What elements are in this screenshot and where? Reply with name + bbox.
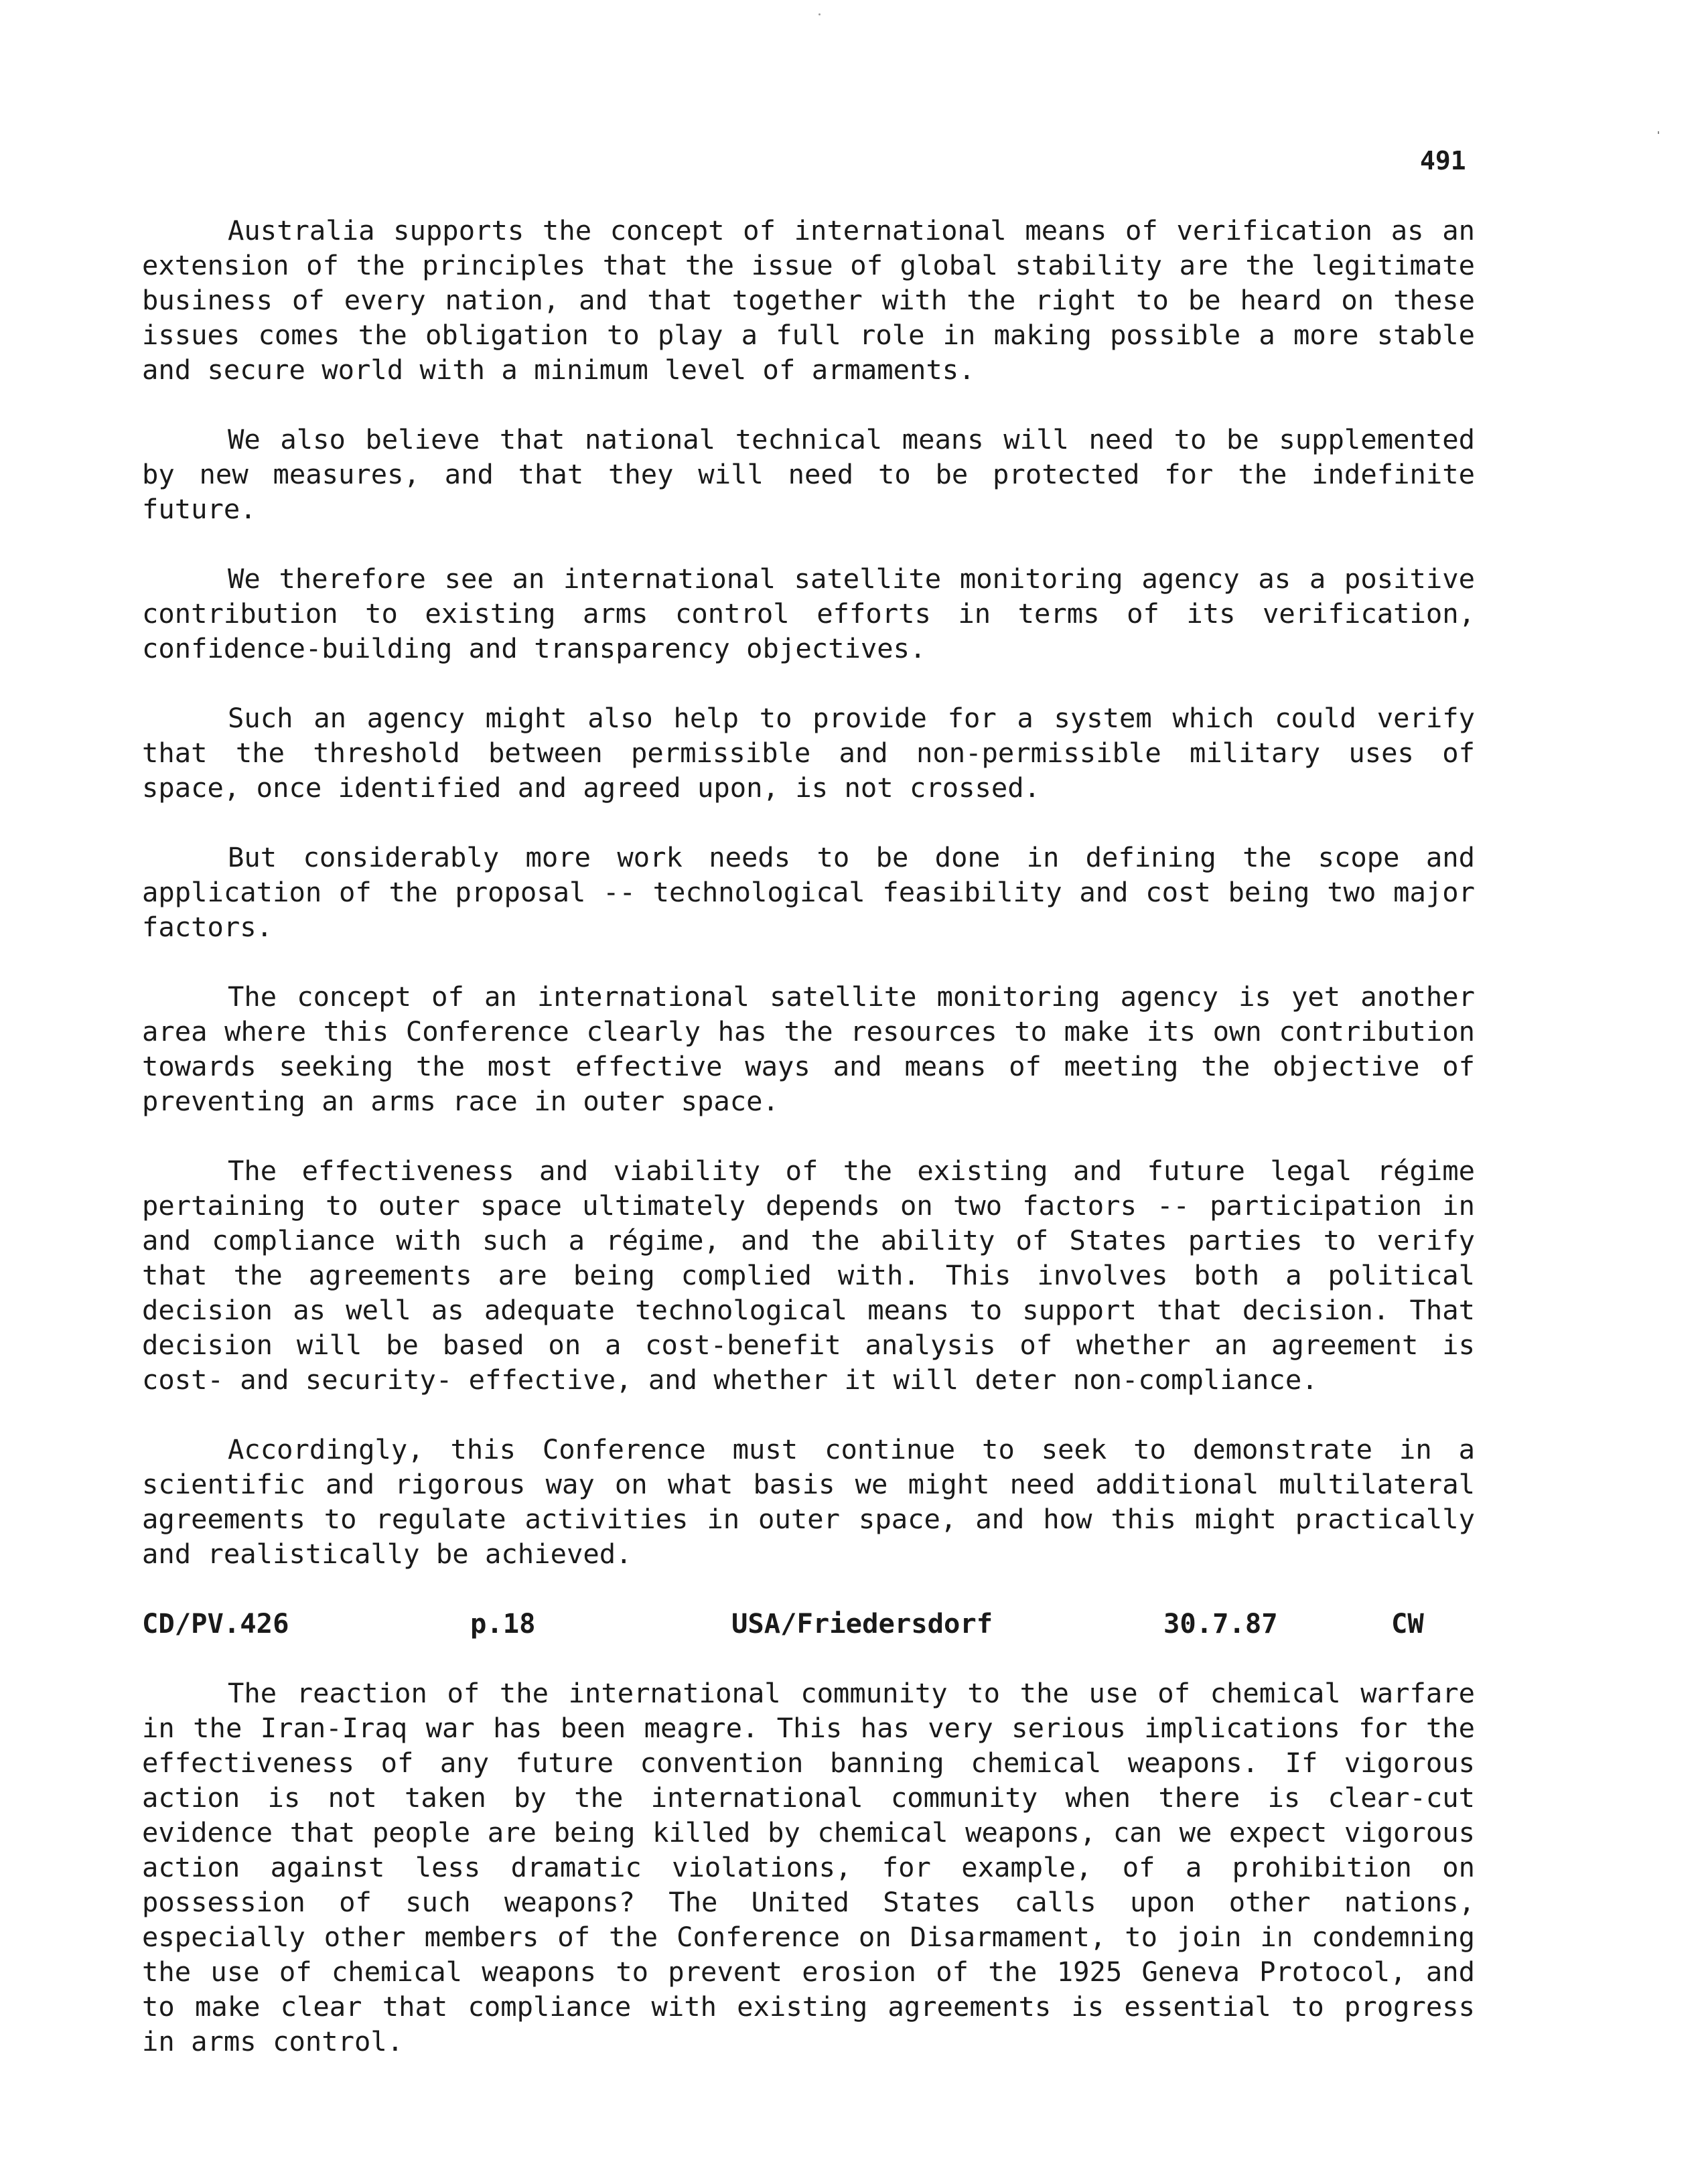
reference-line — [142, 1606, 1475, 1641]
paragraph: But considerably more work needs to be done in defining the scope and application of the proposal -- technological feasibility and cost being two major factors. — [142, 841, 1475, 943]
reference-speaker: USA/Friedersdorf — [731, 1607, 993, 1640]
paragraph: The concept of an international satellite monitoring agency is yet another area where this Conference clearly has the resources to make its own contribution towards seeking the most effective ways and means of meeting the objective of preventing an arms race in outer space. — [142, 980, 1475, 1117]
document-body — [142, 213, 1475, 2094]
paragraph: Accordingly, this Conference must continue to seek to demonstrate in a scientific and rigorous way on what basis we might need additional multilateral agreements to regulate activities in outer space, and how this might practically and realistically be achieved. — [142, 1433, 1475, 1570]
reference-document: CD/PV.426 — [142, 1607, 289, 1640]
page-number: 491 — [1420, 146, 1466, 175]
scan-speck — [819, 13, 821, 15]
reference-page: p.18 — [470, 1607, 536, 1640]
paragraph: We therefore see an international satellite monitoring agency as a positive contribution to existing arms control efforts in terms of its verification, confidence-building and transparency objectives. — [142, 563, 1475, 664]
paragraph: Australia supports the concept of international means of verification as an extension of the principles that the issue of global stability are the legitimate business of every nation, and that together with the right to be heard on these issues comes the obligation to play a full role in making possible a more stable and secure world with a minimum level of armaments. — [142, 214, 1475, 386]
reference-topic: CW — [1391, 1607, 1424, 1640]
paragraph: The reaction of the international community to the use of chemical warfare in the Iran-Iraq war has been meagre. This has very serious implications for the effectiveness of any future convention banning chemical weapons. If vigorous action is not taken by the international community when there is clear-cut evidence that people are being killed by chemical weapons, can we expect vigorous action against less dramatic violations, for example, of a prohibition on possession of such weapons? The United States calls upon other nations, especially other members of the Conference on Disarmament, to join in condemning the use of chemical weapons to prevent erosion of the 1925 Geneva Protocol, and to make clear that compliance with existing agreements is essential to progress in arms control. — [142, 1677, 1475, 2057]
paragraph: We also believe that national technical means will need to be supplemented by new measures, and that they will need to be protected for the indefinite future. — [142, 423, 1475, 525]
paragraph: The effectiveness and viability of the existing and future legal régime pertaining to outer space ultimately depends on two factors -- participation in and compliance with such a régime, and the ability of States parties to verify that the agreements are being complied with. This involves both a political decision as well as adequate technological means to support that decision. That decision will be based on a cost-benefit analysis of whether an agreement is cost- and security- effective, and whether it will deter non-compliance. — [142, 1155, 1475, 1396]
paragraph: Such an agency might also help to provide for a system which could verify that the threshold between permissible and non-permissible military uses of space, once identified and agreed upon, is not crossed. — [142, 702, 1475, 804]
scan-speck — [1658, 131, 1659, 134]
reference-date: 30.7.87 — [1163, 1607, 1278, 1640]
